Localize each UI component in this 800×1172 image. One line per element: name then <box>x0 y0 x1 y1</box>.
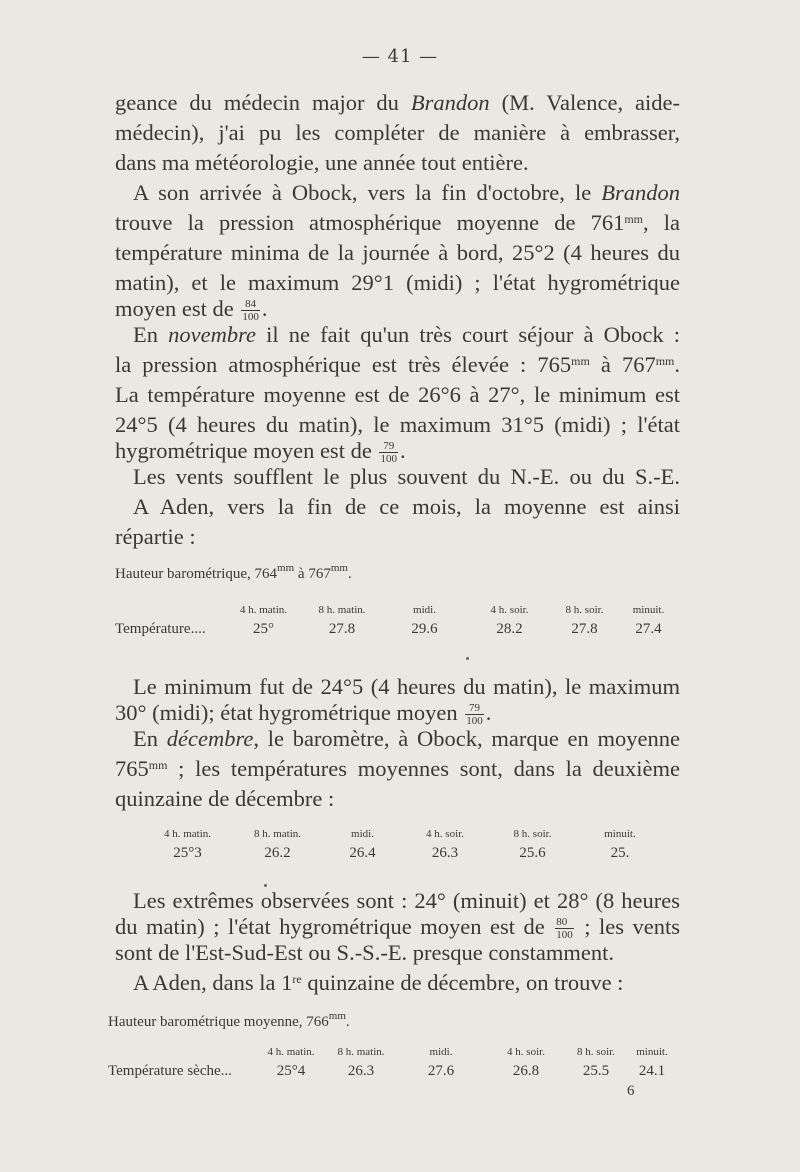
fraction: $\frac{79}{100}$ <box>466 702 483 728</box>
text-line: matin), et le maximum 29°1 (midi) ; l'état hygrométrique <box>115 270 680 295</box>
text-line: sont de l'Est-Sud-Est ou S.-S.-E. presque constamment. <box>115 940 614 965</box>
text-line: médecin), j'ai pu les compléter de manière à embrasser, <box>115 120 680 145</box>
col-header: 8 h. soir. <box>513 828 552 840</box>
temperature-table-obock-dec <box>140 826 660 864</box>
text-line: A Aden, dans la 1re quinzaine de décembre, on trouve : <box>133 970 624 995</box>
table-cell: 27.4 <box>635 620 662 637</box>
ink-speck <box>466 657 469 660</box>
page-number: — 41 — <box>361 46 439 67</box>
row-label: Température.... <box>115 620 206 637</box>
col-header: 4 h. soir. <box>490 604 529 616</box>
barometric-height: Hauteur barométrique, $764^{mm}$ à $767^{mm}$. <box>115 562 352 582</box>
table-cell: 29.6 <box>411 620 438 637</box>
table-cell: 27.8 <box>328 620 356 637</box>
temperature-table-aden-nov <box>115 602 680 640</box>
table-cell: 25.5 <box>582 1062 610 1079</box>
table-cell: 26.3 <box>347 1062 375 1079</box>
table-cell: 25°3 <box>173 844 202 861</box>
text-line: trouve la pression atmosphérique moyenne de $761^{mm}$, la <box>115 210 680 235</box>
col-header: minuit. <box>604 828 636 840</box>
table-cell: 24.1 <box>638 1062 666 1079</box>
col-header: 4 h. matin. <box>239 604 288 616</box>
fraction: $\frac{84}{100}$ <box>242 298 259 324</box>
text-line: quinzaine de décembre : <box>115 786 335 811</box>
text-line: A son arrivée à Obock, vers la fin d'octobre, le Brandon <box>133 180 680 205</box>
text-line: 30° (midi); état hygrométrique moyen $\frac{79}{100}$ . <box>115 700 492 728</box>
fraction: $\frac{79}{100}$ <box>380 440 397 466</box>
col-header: 8 h. soir. <box>565 604 604 616</box>
text-line: $765^{mm}$ ; les températures moyennes sont, dans la deuxième <box>115 756 680 781</box>
text-line: la pression atmosphérique est très élevée : $765^{mm}$ à $767^{mm}$. <box>115 352 680 377</box>
col-header: midi. <box>351 828 374 840</box>
col-header: midi. <box>413 604 436 616</box>
text-line: Les extrêmes observées sont : 24° (minuit) et 28° (8 heures <box>133 888 680 913</box>
col-header: 8 h. matin. <box>337 1046 385 1058</box>
col-header: minuit. <box>632 604 665 616</box>
fraction: $\frac{80}{100}$ <box>556 916 573 942</box>
ink-speck <box>264 884 267 887</box>
col-header: midi. <box>429 1046 453 1058</box>
barometric-height-mean: Hauteur barométrique moyenne, $766^{mm}$. <box>108 1010 350 1030</box>
col-header: 8 h. matin. <box>253 828 302 840</box>
table-cell: 27.8 <box>571 620 598 637</box>
table-cell: 26.4 <box>349 844 376 861</box>
text-line: 24°5 (4 heures du matin), le maximum 31°5 (midi) ; l'état <box>115 412 680 437</box>
row-label: Température sèche... <box>108 1062 232 1079</box>
text-line: La température moyenne est de 26°6 à 27°, le minimum est <box>115 382 680 407</box>
table-cell: 25.6 <box>519 844 546 861</box>
text-line: Le minimum fut de 24°5 (4 heures du matin), le maximum <box>133 674 680 699</box>
text-line: En novembre il ne fait qu'un très court séjour à Obock : <box>133 322 680 347</box>
table-cell: 25°4 <box>276 1062 306 1079</box>
text-line: dans ma météorologie, une année tout entière. <box>115 150 529 175</box>
table-cell: 27.6 <box>427 1062 455 1079</box>
text-line: du matin) ; l'état hygrométrique moyen est de $\frac{80}{100}$ ; les vents <box>115 914 680 942</box>
temperature-table-aden-dec <box>108 1044 678 1082</box>
text-line: moyen est de $\frac{84}{100}$ . <box>115 296 268 324</box>
table-cell: 26.8 <box>512 1062 540 1079</box>
table-cell: 26.2 <box>264 844 291 861</box>
col-header: minuit. <box>636 1046 668 1058</box>
col-header: 8 h. matin. <box>318 604 366 616</box>
col-header: 4 h. matin. <box>163 828 212 840</box>
table-cell: 25. <box>610 844 630 861</box>
text-line: hygrométrique moyen est de $\frac{79}{100}$ . <box>115 438 406 466</box>
text-line: répartie : <box>115 524 196 549</box>
col-header: 4 h. matin. <box>267 1046 315 1058</box>
col-header: 8 h. soir. <box>577 1046 615 1058</box>
table-cell: 25° <box>253 620 274 637</box>
text-line: Les vents soufflent le plus souvent du N.-E. ou du S.-E. <box>133 464 680 489</box>
col-header: 4 h. soir. <box>507 1046 545 1058</box>
text-line: geance du médecin major du Brandon (M. Valence, aide- <box>115 90 680 115</box>
text-line: température minima de la journée à bord, 25°2 (4 heures du <box>115 240 680 265</box>
signature-mark: 6 <box>627 1083 635 1099</box>
text-line: En décembre, le baromètre, à Obock, marque en moyenne <box>133 726 680 751</box>
table-cell: 28.2 <box>496 620 523 637</box>
text-line: A Aden, vers la fin de ce mois, la moyenne est ainsi <box>133 494 680 519</box>
col-header: 4 h. soir. <box>426 828 464 840</box>
table-cell: 26.3 <box>431 844 459 861</box>
